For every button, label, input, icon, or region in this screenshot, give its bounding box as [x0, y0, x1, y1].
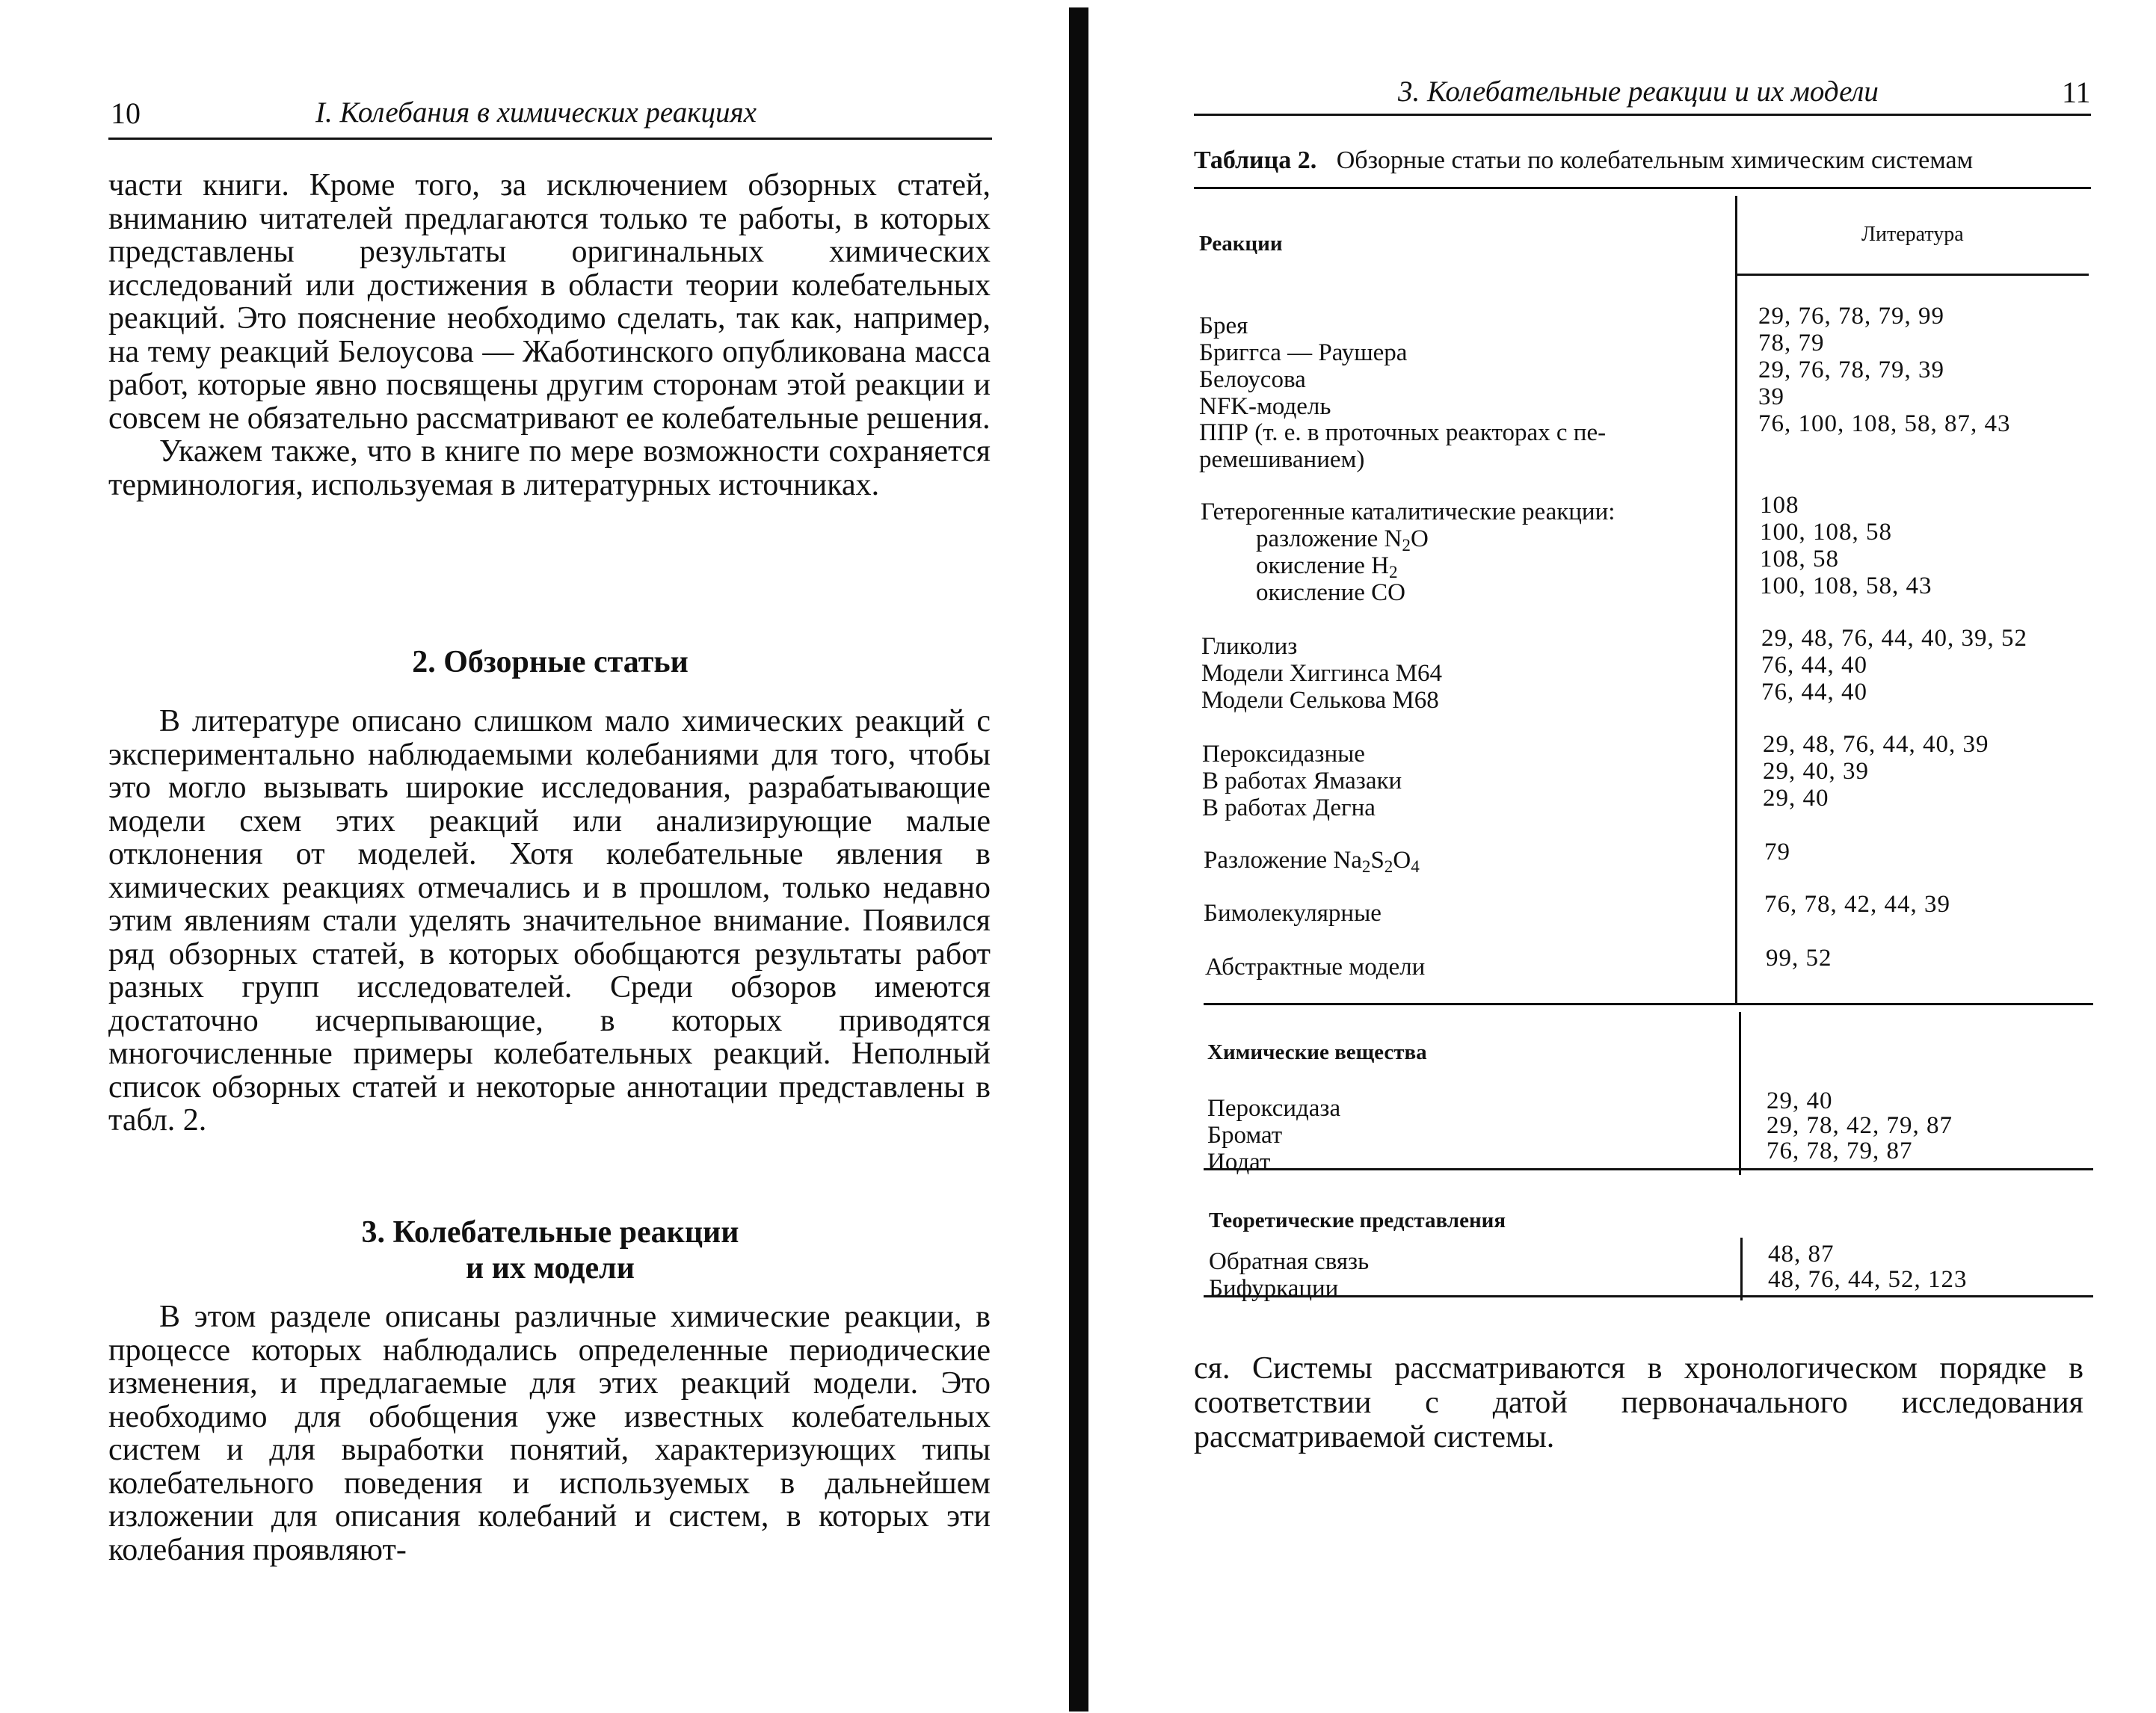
table-group-header: Теоретические представления	[1209, 1209, 1506, 1232]
table-row-label: Бифуркации	[1209, 1275, 1339, 1302]
continuation-text	[1194, 1351, 2083, 1454]
table-row-label: Пероксидазные	[1202, 741, 1365, 768]
table-top-rule	[1194, 187, 2091, 189]
paragraph: В этом разделе описаны различные химические реакции, в процессе которых наблюдались определенные периодические изменения, и предлагаемые для этих реакций модели. Это необходимо для обобщения уже известных колебательных систем и для выработки понятий, характеризующих типы колебательного поведения и используемых в дальнейшем изложении для описания колебаний и систем, в которых эти колебания проявляют-	[108, 1300, 991, 1567]
intro-text	[108, 169, 991, 501]
table-row-value: 108	[1760, 492, 1799, 519]
left-page	[0, 0, 1062, 1713]
table-row-value: 29, 48, 76, 44, 40, 39	[1763, 731, 1989, 758]
running-title: I. Колебания в химических реакциях	[315, 96, 757, 129]
table-row-value: 78, 79	[1758, 330, 1825, 357]
table-row-value: 79	[1764, 839, 1790, 865]
table-row-label: Брея	[1199, 312, 1248, 339]
paragraph: В литературе описано слишком мало химических реакций с экспериментально наблюдаемыми колебаниями для того, чтобы это могло вызывать широкие исследования, разрабатывающие модели схем этих реакций или анализирующие малые отклонения от моделей. Хотя колебательные явления в химических реакциях отмечались и в прошлом, только недавно этим явлениям стали уделять значительное внимание. Появился ряд обзорных статей, в которых обобщаются результаты работ разных групп исследователей. Среди обзоров имеются достаточно исчерпывающие, в которых приводятся многочисленные примеры колебательных реакций. Неполный список обзорных статей и некоторые аннотации представлены в табл. 2.	[108, 704, 991, 1138]
table-row-label: Разложение $Na_2S_2O_4$	[1204, 847, 1420, 876]
table-row-label: Пероксидаза	[1207, 1095, 1341, 1122]
section-title-line: и их модели	[466, 1251, 635, 1285]
section-title-line: 3. Колебательные реакции	[361, 1215, 739, 1250]
table-row-label: ППР (т. е. в проточных реакторах с пе-	[1199, 419, 1607, 446]
table-row-value: 29, 78, 42, 79, 87	[1767, 1112, 1953, 1139]
table-row-value: 29, 40, 39	[1763, 758, 1869, 785]
right-running-head	[1099, 75, 2156, 120]
table-row-value: 100, 108, 58, 43	[1760, 572, 1932, 599]
table-row-value: 108, 58	[1760, 546, 1839, 572]
table-row-label: Бромат	[1207, 1122, 1283, 1149]
table-row-value: 29, 76, 78, 79, 39	[1758, 357, 1944, 383]
table-row-label: окисление $H_2$	[1256, 552, 1398, 581]
book-spine	[1069, 7, 1088, 1712]
left-running-head	[0, 96, 1062, 141]
paragraph: части книги. Кроме того, за исключением обзорных статей, вниманию читателей предлагаются только те работы, в которых представлены результаты оригинальных химических исследований или достижения в области теории колебательных реакций. Это пояснение необходимо сделать, так как, например, на тему реакций Белоусова — Жаботинского опубликована масса работ, которые явно посвящены другим сторонам этой реакции и совсем не обязательно рассматривают ее колебательные решения.	[108, 168, 991, 436]
table-column-header: Реакции	[1199, 232, 1283, 256]
table-row-label: Абстрактные модели	[1205, 954, 1426, 981]
table-row-value: 76, 78, 79, 87	[1767, 1138, 1913, 1164]
table-row-label: Белоусова	[1199, 366, 1306, 393]
table-row-value: 29, 40	[1763, 785, 1829, 812]
table-caption-text: Обзорные статьи по колебательным химическим системам	[1336, 146, 1974, 174]
table-row-value: 29, 48, 76, 44, 40, 39, 52	[1761, 625, 2027, 652]
table-row-value: 48, 87	[1768, 1241, 1835, 1268]
table-row-label: разложение $N_2O$	[1256, 525, 1429, 555]
header-rule	[1194, 114, 2091, 116]
section-text	[108, 1300, 991, 1567]
table-row-value: 76, 44, 40	[1761, 679, 1867, 706]
page-number: 11	[2062, 75, 2091, 109]
table-row-label: Гликолиз	[1201, 633, 1298, 660]
table-row-label: ремешиванием)	[1199, 446, 1365, 473]
table-column-header: Литература	[1861, 223, 1964, 246]
header-rule	[108, 138, 992, 140]
table-row-label: Модели Селькова М68	[1201, 687, 1439, 714]
table-row-label: Модели Хиггинса М64	[1201, 660, 1443, 687]
right-page	[1099, 0, 2156, 1713]
table-row-value: 29, 76, 78, 79, 99	[1758, 303, 1944, 330]
table-group-header: Химические вещества	[1207, 1040, 1427, 1064]
table-row-label: окисление CO	[1256, 579, 1406, 606]
table-row-label: Бриггса — Раушера	[1199, 339, 1408, 366]
running-title: 3. Колебательные реакции и их модели	[1398, 75, 1879, 108]
table-row-label: Обратная связь	[1209, 1248, 1370, 1275]
table-column-rule	[1735, 196, 1737, 1003]
paragraph: ся. Системы рассматриваются в хронологическом порядке в соответствии с датой первоначального исследования рассматриваемой системы.	[1194, 1351, 2083, 1454]
section-text	[108, 705, 991, 1138]
table-caption	[1194, 146, 1973, 175]
table-row-label: Иодат	[1207, 1149, 1271, 1176]
table-row-label: В работах Ямазаки	[1202, 768, 1402, 794]
page-number: 10	[111, 96, 141, 130]
table-row-label: В работах Дегна	[1202, 794, 1376, 821]
table-row-value: 29, 40	[1767, 1087, 1833, 1114]
table-row-value: 48, 76, 44, 52, 123	[1768, 1266, 1968, 1293]
table-row-value: 76, 100, 108, 58, 87, 43	[1758, 410, 2011, 437]
table-row-label: Бимолекулярные	[1204, 900, 1382, 927]
table-row-value: 39	[1758, 383, 1784, 410]
table-section-rule	[1204, 1168, 2093, 1170]
paragraph: Укажем также, что в книге по мере возможности сохраняется терминология, используемая в литературных источниках.	[108, 434, 991, 502]
literature-head-rule	[1737, 274, 2089, 276]
table-caption-label: Таблица 2.	[1194, 146, 1317, 174]
table-row-value: 76, 78, 42, 44, 39	[1764, 891, 1950, 918]
section-title: 2. Обзорные статьи	[412, 645, 689, 679]
table-column-rule	[1739, 1012, 1741, 1175]
table-row-label: Гетерогенные каталитические реакции:	[1201, 499, 1616, 525]
table-section-rule	[1204, 1003, 2093, 1005]
table-row-value: 99, 52	[1766, 945, 1832, 972]
table-row-value: 76, 44, 40	[1761, 652, 1867, 679]
section-title	[108, 1214, 992, 1286]
table-row-value: 100, 108, 58	[1760, 519, 1892, 546]
table-column-rule	[1740, 1238, 1743, 1300]
table-row-label: NFK-модель	[1199, 393, 1331, 420]
